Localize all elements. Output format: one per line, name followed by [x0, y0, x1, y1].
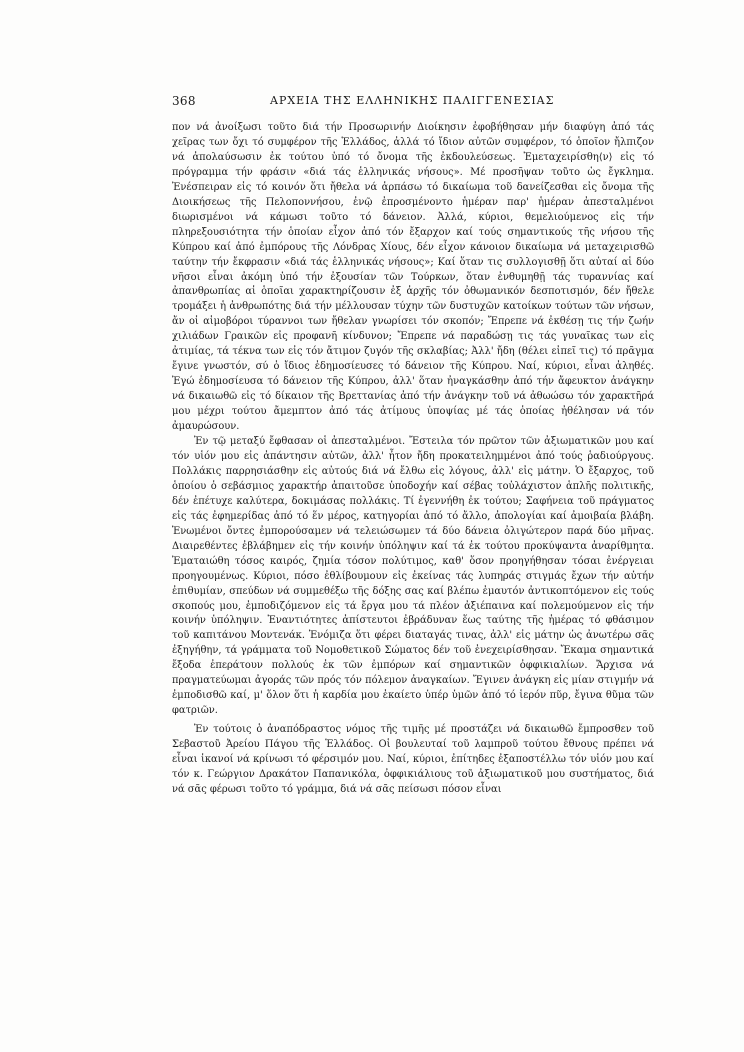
body-text — [172, 121, 654, 798]
paragraph-2: Ἐν τῷ μεταξύ ἔφθασαν οἱ ἀπεσταλμένοι. Ἔστειλα τόν πρῶτον τῶν ἀξιωματικῶν μου καί τόν υἱόν μου εἰς ἀπάντησιν αὐτῶν, ἀλλ' ἦτον ἤδη προκατειλημμένοι ἀπό τούς ῥαδιούργους. Πολλάκις παρρησιάσθην εἰς αὐτούς διά νά ἔλθω εἰς λόγους, ἀλλ' εἰς μάτην. Ὁ ἔξαρχος, τοῦ ὁποίου ὁ σεβάσμιος χαρακτήρ ἀπαιτοῦσε ὑποδοχήν καί σέβας τοὐλάχιστον ἁπλῆς πολιτικῆς, δέν ἐπέτυχε καλύτερα, δοκιμάσας πολλάκις. Τί ἐγεννήθη ἐκ τούτου; Σαφήνεια τοῦ πράγματος εἰς τάς ἐφημερίδας ἀπό τό ἕν μέρος, κατηγορίαι ἀπό τό ἄλλο, ἀπολογίαι καί ἀμοιβαία βλάβη. Ἑνωμένοι ὄντες ἐμπορούσαμεν νά τελειώσωμεν τά δύο δάνεια ὀλιγώτερον παρά δύο μῆνας. Διαιρεθέντες ἐβλάβημεν εἰς τήν κοινήν ὑπόληψιν καί τά ἐκ τούτου προκύψαντα ἀναρίθμητα. Ἐματαιώθη τόσος καιρός, ζημία τόσον πολύτιμος, καθ' ὅσον προηγήθησαν τόσαι ἐνέργειαι προηγουμένως. Κύριοι, πόσο ἐθλίβουμουν εἰς ἐκείνας τάς λυπηράς στιγμάς ἔχων τήν αὐτήν ἐπιθυμίαν, σπεύδων νά συμμεθέξω τῆς δόξης σας καί βλέπω ἐμαυτόν ἀντικοπτόμενον εἰς τούς σκοπούς μου, ἐμποδιζόμενον εἰς τά ἔργα μου τά πλέον ἀξιέπαινα καί πολεμούμενον εἰς τήν κοινήν ὑπόληψιν. Ἐναντιότητες ἀπίστευτοι ἐβράδυναν ἕως ταύτης τῆς ἡμέρας τό φθάσιμον τοῦ καπιτάνου Μοντενάκ. Ἐνόμιζα ὅτι φέρει διαταγάς τινας, ἀλλ' εἰς μάτην ὡς ἀνωτέρω σᾶς ἐξηγήθην, τά γράμματα τοῦ Νομοθετικοῦ Σώματος δέν τοῦ ἐνεχειρίσθησαν. Ἔκαμα σημαντικά ἔξοδα ἐπεράτουν πολλούς ἐκ τῶν ἐμπόρων καί σημαντικῶν ὀφφικιαλίων. Ἄρχισα νά πραγματεύωμαι ἀγοράς τῶν πρός τόν πόλεμον ἀναγκαίων. Ἔγινεν ἀνάγκη εἰς μίαν στιγμήν νά ἐμποδισθῶ καί, μ' ὅλον ὅτι ἡ καρδία μου ἐκαίετο ὑπέρ ὑμῶν ἀπό τό ἱερόν πῦρ, ἔγινα θῦμα τῶν φατριῶν. — [172, 436, 654, 717]
paragraph-3: Ἐν τούτοις ὁ ἀναπόδραστος νόμος τῆς τιμῆς μέ προστάζει νά δικαιωθῶ ἔμπροσθεν τοῦ Σεβαστοῦ Ἀρείου Πάγου τῆς Ἑλλάδος. Οἱ βουλευταί τοῦ λαμπροῦ τούτου ἔθνους πρέπει νά εἶναι ἱκανοί νά κρίνωσι τό φέρσιμόν μου. Ναί, κύριοι, ἐπίτηδες ἐξαποστέλλω τόν υἱόν μου καί τόν κ. Γεώργιον Δρακάτον Παπανικόλα, ὀφφικιάλιους τοῦ ἀξιωματικοῦ μου συστήματος, διά νά σᾶς φέρωσι τοῦτο τό γράμμα, διά νά σᾶς πείσωσι πόσον εἶναι — [172, 724, 654, 795]
running-title: ΑΡΧΕΙΑ ΤΗΣ ΕΛΛΗΝΙΚΗΣ ΠΑΛΙΓΓΕΝΕΣΙΑΣ — [270, 94, 555, 107]
page-number: 368 — [172, 94, 196, 108]
paragraph-1: πον νά ἀνοίξωσι τοῦτο διά τήν Προσωρινήν Διοίκησιν ἐφοβήθησαν μήν διαφύγη ἀπό τάς χεῖρας των ὄχι τό συμφέρον τῆς Ἑλλάδος, ἀλλά τό ἴδιον αὐτῶν συμφέρον, τό ὁποῖον ἤλπιζον νά ἀπολαύσωσιν ἐκ τούτου ὑπό τό ὄνομα τῆς ἐκδουλεύσεως. Ἐμεταχειρίσθη⟨ν⟩ εἰς τό πρόγραμμα τήν φράσιν «διά τάς ἑλληνικάς νήσους». Μέ προσῆψαν τοῦτο ὡς ἔγκλημα. Ἐνέσπειραν εἰς τό κοινόν ὅτι ἤθελα νά ἁρπάσω τό δικαίωμα τοῦ δανείζεσθαι εἰς ὄνομα τῆς Διοικήσεως τῆς Πελοποννήσου, ἐνῷ ἐπροσμένοντο ἡμέραν παρ' ἡμέραν ἀπεσταλμένοι διωρισμένοι νά κάμωσι τοῦτο τό δάνειον. Ἀλλά, κύριοι, θεμελιούμενος εἰς τήν πληρεξουσιότητα τήν ὁποίαν εἶχον ἀπό τόν ἔξαρχον καί τούς σημαντικούς τῆς νήσου τῆς Κύπρου καί ἀπό ἐμπόρους τῆς Λόνδρας Χίους, δέν εἶχον κάνοιον δικαίωμα νά μεταχειρισθῶ ταύτην τήν ἔκφρασιν «διά τάς ἑλληνικάς νήσους»; Καί ὅταν τις συλλογισθῇ ὅτι αὐταί αἱ δύο νῆσοι εἶναι ἀκόμη ὑπό τήν ἐξουσίαν τῶν Τούρκων, ὅταν ἐνθυμηθῇ τάς τυραννίας καί ἀπανθρωπίας αἱ ὁποῖαι χαρακτηρίζουσιν ἐξ ἀρχῆς τόν ὀθωμανικόν δεσποτισμόν, δέν ἤθελε τρομάξει ἡ ἀνθρωπότης διά τήν μέλλουσαν τύχην τῶν δυστυχῶν κατοίκων τούτων τῶν νήσων, ἄν οἱ αἱμοβόροι τύραννοι των ἤθελαν γνωρίσει τόν σκοπόν; Ἔπρεπε νά ἐκθέσῃ τις τήν ζωήν χιλιάδων Γραικῶν εἰς προφανῆ κίνδυνον; Ἔπρεπε νά παραδώσῃ τις τάς γυναῖκας των εἰς ἀτιμίας, τά τέκνα των εἰς τόν ἄτιμον ζυγόν τῆς σκλαβίας; Ἀλλ' ἤδη (θέλει εἰπεῖ τις) τό πρᾶγμα ἔγινε γνωστόν, σύ ὁ ἴδιος ἐδημοσίευσες τό δάνειον τῆς Κύπρου. Ναί, κύριοι, εἶναι ἀληθές. Ἐγώ ἐδημοσίευσα τό δάνειον τῆς Κύπρου, ἀλλ' ὅταν ἠναγκάσθην ἀπό τήν ἄφευκτον ἀνάγκην νά δικαιωθῶ εἰς τό δίκαιον τῆς Βρεττανίας ἀπό τήν ἀνάγκην τοῦ νά ἀθωώσω τόν χαρακτῆρά μου μέχρι τούτου ἄμεμπτον ἀπό τάς ἀτίμους ὑποψίας μέ τάς ὁποίας ἠθέλησαν νά τόν ἀμαυρώσουν. — [172, 122, 654, 433]
